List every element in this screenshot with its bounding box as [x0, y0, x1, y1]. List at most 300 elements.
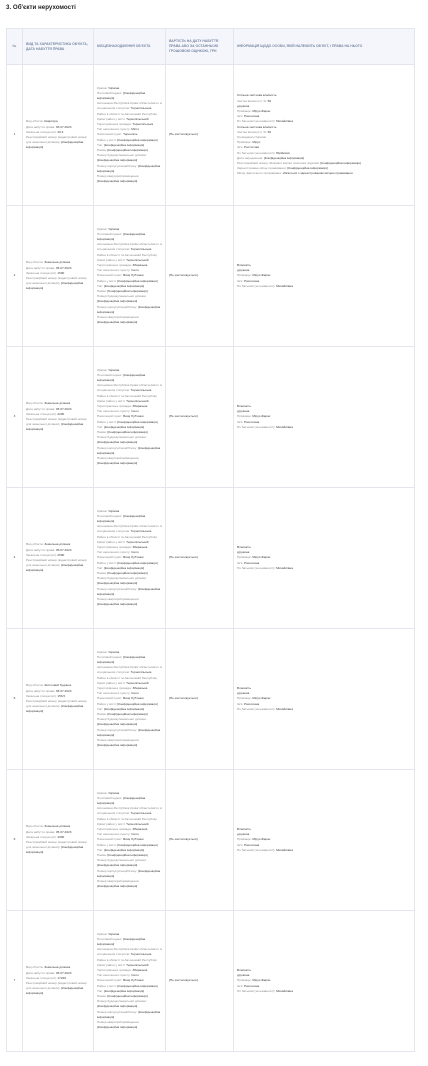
location-entry [97, 305, 162, 315]
row-number: 7 [7, 911, 23, 1052]
location-label: Тип: [97, 283, 104, 288]
value-cell: [Не застосовується] [166, 629, 234, 770]
location-value: [Конфіденційна інформація] [97, 304, 161, 314]
object-type-value: [Конфіденційна інформація] [26, 140, 84, 150]
location-label: Район у місті: [97, 701, 118, 706]
location-value: Село [131, 691, 139, 696]
location-label: Територіальна громада: [97, 544, 133, 549]
object-type-value: Земельна ділянка [44, 260, 71, 265]
owner-value: Мірус-Фарах [252, 837, 271, 842]
owner-value: збігається з зареєстрованим місцем проживання [282, 171, 353, 176]
owner-label: Ім'я: [237, 842, 244, 847]
location-label: Поштовий індекс: [97, 654, 124, 659]
section-title: 3. Об'єкти нерухомості [6, 4, 76, 11]
location-label: Номер корпусу/секції/блоку: [97, 727, 138, 732]
object-type-label: Дата набуття права: [26, 688, 56, 693]
location-value: [Конфіденційна інформація] [97, 320, 138, 325]
location-value: [Конфіденційна інформація] [97, 884, 138, 889]
object-type-label: Загальна площа (м²): [26, 975, 58, 980]
location-value: Тернопільський [126, 257, 149, 262]
location-value: Україна [108, 367, 120, 372]
location-value: Тернопільський [126, 539, 149, 544]
location-value: [Конфіденційна інформація] [107, 430, 148, 434]
location-value: [Конфіденційна інформація] [97, 461, 138, 466]
location-entry [97, 394, 162, 404]
location-label: Країна: [97, 931, 109, 936]
location-entry [97, 958, 162, 968]
location-value: [Конфіденційна інформація] [97, 1009, 161, 1019]
location-value: [Конфіденційна інформація] [107, 853, 148, 857]
object-type-label: Загальна площа (м²): [26, 834, 58, 839]
owner-cell [234, 488, 415, 629]
location-value: Село [131, 550, 139, 555]
location-value: Збаразька [132, 544, 148, 549]
object-type-value: Квартира [44, 119, 58, 124]
owner-value: [Конфіденційна інформація] [287, 166, 328, 171]
owner-value: Власність [237, 403, 252, 408]
object-type-value: [Конфіденційна інформація] [26, 704, 84, 714]
location-label: Номер корпусу/секції/блоку: [97, 868, 138, 873]
owner-label: Частка власності, %: [237, 98, 268, 103]
location-entry [97, 164, 162, 174]
object-type-cell [23, 488, 94, 629]
owner-label: Ім'я: [237, 560, 244, 565]
table-row [7, 770, 415, 911]
location-value: Тернопільська [130, 247, 152, 252]
owner-label: Прізвище: [237, 696, 253, 701]
location-label: Тип: [97, 424, 104, 429]
location-label: Район у місті: [97, 278, 118, 283]
location-label: Автономна Республіка Крим/ область/місто зі спеціальним статусом: [97, 101, 163, 111]
table-body [7, 65, 415, 1052]
row-number: 6 [7, 770, 23, 911]
owner-label: Ім'я: [237, 278, 244, 283]
location-entry [97, 524, 162, 534]
location-label: Номер будинку/земельної ділянки: [97, 294, 147, 299]
location-label: Населений пункт: [97, 978, 124, 983]
location-label: Назва: [97, 289, 108, 293]
owner-label: По батькові (за наявності): [237, 283, 277, 288]
location-entry [97, 446, 162, 456]
owner-value: Власність [237, 826, 252, 831]
location-value: [Конфіденційна інформація] [97, 795, 146, 805]
location-label: Номер квартири/приміщення: [97, 738, 140, 743]
owner-value: Михайлівна [276, 283, 293, 288]
table-row [7, 488, 415, 629]
object-type-label: Загальна площа (м²): [26, 552, 58, 557]
location-value: Тернопільська [130, 529, 152, 534]
location-value: [Конфіденційна інформація] [103, 424, 145, 429]
location-label: Район у місті: [97, 419, 118, 424]
value-cell: [Не застосовується] [166, 911, 234, 1052]
location-label: Назва: [97, 712, 108, 716]
location-label: Район в області та Автономній Республіці Крим/ район у місті: [97, 252, 157, 262]
location-label: Тип: [97, 142, 104, 147]
location-label: Номер квартири/приміщення: [97, 597, 140, 602]
location-entry [97, 315, 162, 325]
object-type-value: [Конфіденційна інформація] [26, 986, 84, 996]
owner-label: Прізвище: [237, 555, 253, 560]
location-value: Вищі Луб'янки [123, 555, 144, 560]
owner-label: По батькові (за наявності): [237, 706, 277, 711]
location-cell [94, 770, 166, 911]
location-value: [Конфіденційна інформація] [103, 847, 145, 852]
owner-value: Мірус-Фарах [252, 273, 271, 278]
object-type-value: 05.07.2023 [55, 547, 72, 552]
object-type-value: 4000 [57, 834, 65, 839]
owner-label: Прізвище: [237, 414, 253, 419]
value-cell: [Не застосовується] [166, 770, 234, 911]
object-type-label: Вид об'єкта: [26, 542, 45, 547]
location-cell [94, 65, 166, 206]
owner-entry [237, 566, 411, 571]
location-value: [Конфіденційна інформація] [117, 701, 158, 706]
location-label: Країна: [97, 508, 109, 513]
object-type-label: Вид об'єкта: [26, 260, 45, 265]
location-value: [Конфіденційна інформація] [103, 565, 145, 570]
location-label: Населений пункт: [97, 837, 124, 842]
location-label: Район в області та Автономній Республіці Крим/ район у місті: [97, 534, 157, 544]
owner-label: По батькові (за наявності): [237, 847, 277, 852]
location-value: [Конфіденційна інформація] [97, 158, 138, 163]
location-value: Україна [108, 931, 120, 936]
location-label: Країна: [97, 85, 109, 90]
owner-value: Михайлівна [276, 424, 293, 429]
location-label: Територіальна громада: [97, 262, 133, 267]
location-value: Вищі Луб'янки [123, 837, 144, 842]
object-type-value: 17246 [57, 975, 66, 980]
object-type-value: 1500 [57, 270, 65, 275]
location-label: Район у місті: [97, 560, 118, 565]
location-value: [Конфіденційна інформація] [97, 863, 138, 868]
owner-value: Михайлівна [276, 119, 293, 124]
value-cell: [Не застосовується] [166, 65, 234, 206]
object-type-cell [23, 65, 94, 206]
location-cell [94, 488, 166, 629]
location-value: [Конфіденційна інформація] [97, 299, 138, 304]
object-type-label: Дата набуття права: [26, 970, 56, 975]
location-value: [Конфіденційна інформація] [97, 722, 138, 727]
owner-value: Спільна часткова власність [237, 93, 277, 98]
owner-label: Реєстраційний номер облікової картки платника податків: [237, 161, 321, 166]
location-value: [Конфіденційна інформація] [97, 586, 161, 596]
owner-label: Громадянин України [237, 135, 267, 139]
owner-cell [234, 770, 415, 911]
location-value: Тернопільська [130, 811, 152, 816]
owner-value: 50 [267, 98, 272, 103]
value-cell: [Не застосовується] [166, 206, 234, 347]
location-value: [Конфіденційна інформація] [97, 868, 161, 878]
row-number: 4 [7, 488, 23, 629]
location-label: Номер квартири/приміщення: [97, 879, 140, 884]
owner-value: Роксолана [243, 278, 260, 283]
owner-value: Ростислав [243, 145, 260, 150]
owner-entry [237, 707, 411, 712]
location-entry [97, 435, 162, 445]
owner-cell [234, 347, 415, 488]
table-header-row [7, 29, 415, 65]
location-label: Країна: [97, 649, 109, 654]
object-type-entry [26, 417, 90, 433]
object-type-label: Реєстраційний номер (кадастровий номер для земельної ділянки): [26, 276, 87, 286]
location-entry [97, 514, 162, 524]
location-label: Номер квартири/приміщення: [97, 315, 140, 320]
location-label: Тип населеного пункту: [97, 973, 132, 978]
location-value: Збаразька [132, 685, 148, 690]
location-value: Збаразька [132, 403, 148, 408]
location-label: Автономна Республіка Крим/ область/місто зі спеціальним статусом: [97, 524, 163, 534]
location-value: Україна [108, 649, 120, 654]
location-label: Територіальна громада: [97, 121, 133, 126]
location-entry [97, 253, 162, 263]
object-type-label: Реєстраційний номер (кадастровий номер для земельної ділянки): [26, 558, 87, 568]
location-value: Тернопільський [126, 962, 149, 967]
owner-entry [237, 989, 411, 994]
location-value: Збаразька [132, 826, 148, 831]
location-value: [Конфіденційна інформація] [117, 560, 158, 565]
owner-value: Мірус-Фарах [252, 978, 271, 983]
location-value: Вищі Луб'янки [123, 414, 144, 419]
location-label: Район в області та Автономній Республіці Крим/ район у місті: [97, 393, 157, 403]
location-label: Населений пункт: [97, 273, 124, 278]
object-type-value: 05.07.2023 [55, 688, 72, 693]
object-type-value: 05.07.2023 [55, 265, 72, 270]
object-type-value: [Конфіденційна інформація] [26, 845, 84, 855]
location-value: Тернопільський [126, 116, 149, 121]
owner-value: Спільна часткова власність [237, 124, 277, 129]
location-label: Автономна Республіка Крим/ область/місто зі спеціальним статусом: [97, 665, 163, 675]
object-type-value: 05.07.2023 [55, 124, 72, 129]
location-label: Поштовий індекс: [97, 372, 124, 377]
row-number: 2 [7, 206, 23, 347]
object-type-value: Земельна ділянка [44, 401, 71, 406]
object-type-cell [23, 347, 94, 488]
owner-value: 50 [267, 129, 272, 134]
owner-value: Власність [237, 262, 252, 267]
location-entry [97, 717, 162, 727]
location-entry [97, 999, 162, 1009]
location-entry [97, 112, 162, 122]
location-label: Назва: [97, 571, 108, 575]
value-cell: [Не застосовується] [166, 347, 234, 488]
object-type-value: [Конфіденційна інформація] [26, 563, 84, 573]
owner-value: Роксолана [243, 419, 260, 424]
location-entry [97, 665, 162, 675]
object-type-cell [23, 911, 94, 1052]
location-label: Номер корпусу/секції/блоку: [97, 1009, 138, 1014]
location-label: Номер будинку/земельної ділянки: [97, 153, 147, 158]
object-type-label: Загальна площа (м²): [26, 129, 58, 134]
owner-value: дружина [237, 409, 250, 414]
location-label: Район в області та Автономній Республіці Крим/ район у місті: [97, 675, 157, 685]
location-value: [Конфіденційна інформація] [117, 983, 158, 988]
location-label: Населений пункт: [97, 414, 124, 419]
object-type-value: 2500 [57, 552, 65, 557]
table-row [7, 629, 415, 770]
object-type-label: Реєстраційний номер (кадастровий номер для земельної ділянки): [26, 981, 87, 991]
object-type-label: Вид об'єкта: [26, 401, 45, 406]
location-entry [97, 655, 162, 665]
owner-label: Дата народження: [237, 155, 264, 160]
location-value: [Конфіденційна інформація] [97, 372, 146, 382]
object-type-value: Земельна ділянка [44, 824, 71, 829]
location-label: Поштовий індекс: [97, 513, 124, 518]
object-type-value: [Конфіденційна інформація] [26, 422, 84, 432]
location-entry [97, 174, 162, 184]
owner-value: Михайлівна [276, 988, 293, 993]
location-value: [Конфіденційна інформація] [97, 163, 161, 173]
location-value: [Конфіденційна інформація] [107, 994, 148, 998]
owner-cell [234, 65, 415, 206]
owner-label: Ім'я: [237, 145, 244, 150]
owner-label: Прізвище: [237, 837, 253, 842]
object-type-label: Дата набуття права: [26, 265, 56, 270]
location-value: [Конфіденційна інформація] [103, 988, 145, 993]
location-entry [97, 535, 162, 545]
real-estate-table [6, 28, 415, 1052]
location-value: Тернопільський [126, 398, 149, 403]
location-entry [97, 817, 162, 827]
location-value: [Конфіденційна інформація] [97, 440, 138, 445]
owner-value: [Конфіденційна інформація] [263, 155, 305, 160]
location-label: Назва: [97, 148, 108, 152]
object-type-label: Реєстраційний номер (кадастровий номер для земельної ділянки): [26, 699, 87, 709]
location-label: Територіальна громада: [97, 403, 133, 408]
location-label: Тип населеного пункту: [97, 832, 132, 837]
location-entry [97, 294, 162, 304]
location-value: [Конфіденційна інформація] [97, 179, 138, 184]
object-type-value: Житловий будинок [44, 683, 72, 688]
object-type-entry [26, 558, 90, 574]
location-value: Село [131, 268, 139, 273]
owner-label: По батькові (за наявності): [237, 565, 277, 570]
location-label: Номер корпусу/секції/блоку: [97, 445, 138, 450]
owner-label: По батькові (за наявності): [237, 119, 277, 124]
location-value: [Конфіденційна інформація] [117, 419, 158, 424]
location-label: Район в області та Автономній Республіці Крим/ район у місті: [97, 957, 157, 967]
object-type-cell [23, 629, 94, 770]
owner-label: Місце фактичного проживання: [237, 171, 283, 176]
header-value: ВАРТІСТЬ НА ДАТУ НАБУТТЯ ПРАВА АБО ЗА ОСТАННЬОЮ ГРОШОВОЮ ОЦІНКОЮ, ГРН [166, 29, 234, 65]
value-cell: [Не застосовується] [166, 488, 234, 629]
object-type-label: Вид об'єкта: [26, 965, 45, 970]
location-value: [Конфіденційна інформація] [97, 743, 138, 748]
object-type-entry [26, 699, 90, 715]
owner-label: Ім'я: [237, 419, 244, 424]
location-label: Автономна Республіка Крим/ область/місто зі спеціальним статусом: [97, 383, 163, 393]
location-entry [97, 728, 162, 738]
row-number: 5 [7, 629, 23, 770]
location-value: [Конфіденційна інформація] [103, 142, 145, 147]
location-label: Номер будинку/земельної ділянки: [97, 576, 147, 581]
location-label: Територіальна громада: [97, 967, 133, 972]
location-cell [94, 629, 166, 770]
location-label: Тип населеного пункту: [97, 550, 132, 555]
location-value: [Конфіденційна інформація] [107, 289, 148, 293]
object-type-label: Дата набуття права: [26, 124, 56, 129]
location-label: Номер корпусу/секції/блоку: [97, 586, 138, 591]
location-label: Поштовий індекс: [97, 795, 124, 800]
location-value: [Конфіденційна інформація] [97, 1025, 138, 1030]
location-value: [Конфіденційна інформація] [97, 602, 138, 607]
location-value: Тернопільська [130, 670, 152, 675]
owner-label: Ім'я: [237, 701, 244, 706]
object-type-label: Реєстраційний номер (кадастровий номер для земельної ділянки): [26, 135, 87, 145]
location-entry [97, 937, 162, 947]
location-value: [Конфіденційна інформація] [107, 712, 148, 716]
owner-value: дружина [237, 268, 250, 273]
owner-value: Роксолана [243, 114, 260, 119]
object-type-value: 05.07.2023 [55, 970, 72, 975]
location-label: Населений пункт: [97, 696, 124, 701]
table-row [7, 206, 415, 347]
object-type-label: Вид об'єкта: [26, 683, 45, 688]
location-label: Номер квартири/приміщення: [97, 174, 140, 179]
location-label: Країна: [97, 790, 109, 795]
location-value: [Конфіденційна інформація] [97, 231, 146, 241]
location-value: Село [131, 409, 139, 414]
location-label: Територіальна громада: [97, 685, 133, 690]
location-entry [97, 373, 162, 383]
owner-value: Мірус-Фарах [252, 696, 271, 701]
location-entry [97, 597, 162, 607]
location-label: Тип населеного пункту: [97, 127, 132, 132]
table-row [7, 347, 415, 488]
owner-label: По батькові (за наявності): [237, 424, 277, 429]
owner-entry [237, 848, 411, 853]
location-label: Тип: [97, 565, 104, 570]
owner-cell [234, 911, 415, 1052]
location-label: Автономна Республіка Крим/ область/місто зі спеціальним статусом: [97, 806, 163, 816]
location-label: Район в області та Автономній Республіці Крим/ район у місті: [97, 816, 157, 826]
location-entry [97, 858, 162, 868]
row-number: 1 [7, 65, 23, 206]
location-value: Тернопільська [130, 388, 152, 393]
location-value: Збаразька [132, 262, 148, 267]
object-type-value: 40,3 [57, 129, 64, 134]
owner-label: Зареєстроване місце проживання: [237, 166, 288, 171]
owner-value: Власність [237, 967, 252, 972]
location-entry [97, 947, 162, 957]
location-entry [97, 1010, 162, 1020]
location-value: Україна [108, 85, 120, 90]
location-entry [97, 1020, 162, 1030]
location-entry [97, 869, 162, 879]
location-entry [97, 232, 162, 242]
location-value: [Конфіденційна інформація] [97, 581, 138, 586]
location-label: Тип населеного пункту: [97, 268, 132, 273]
location-value: [Конфіденційна інформація] [117, 842, 158, 847]
location-value: [Конфіденційна інформація] [97, 654, 146, 664]
owner-value: Власність [237, 544, 252, 549]
owner-value: дружина [237, 973, 250, 978]
owner-entry [237, 171, 411, 176]
object-type-value: [Конфіденційна інформація] [26, 281, 84, 291]
object-type-label: Дата набуття права: [26, 547, 56, 552]
location-label: Номер квартири/приміщення: [97, 456, 140, 461]
location-label: Тип населеного пункту: [97, 691, 132, 696]
owner-label: По батькові (за наявності): [237, 988, 277, 993]
location-value: [Конфіденційна інформація] [97, 513, 146, 523]
location-value: Село [131, 973, 139, 978]
owner-value: [Конфіденційна інформація] [320, 161, 361, 166]
location-label: Тип населеного пункту: [97, 409, 132, 414]
object-type-value: 156,5 [57, 693, 66, 698]
location-label: Населений пункт: [97, 132, 124, 137]
object-type-label: Загальна площа (м²): [26, 270, 58, 275]
location-label: Територіальна громада: [97, 826, 133, 831]
object-type-entry [26, 276, 90, 292]
